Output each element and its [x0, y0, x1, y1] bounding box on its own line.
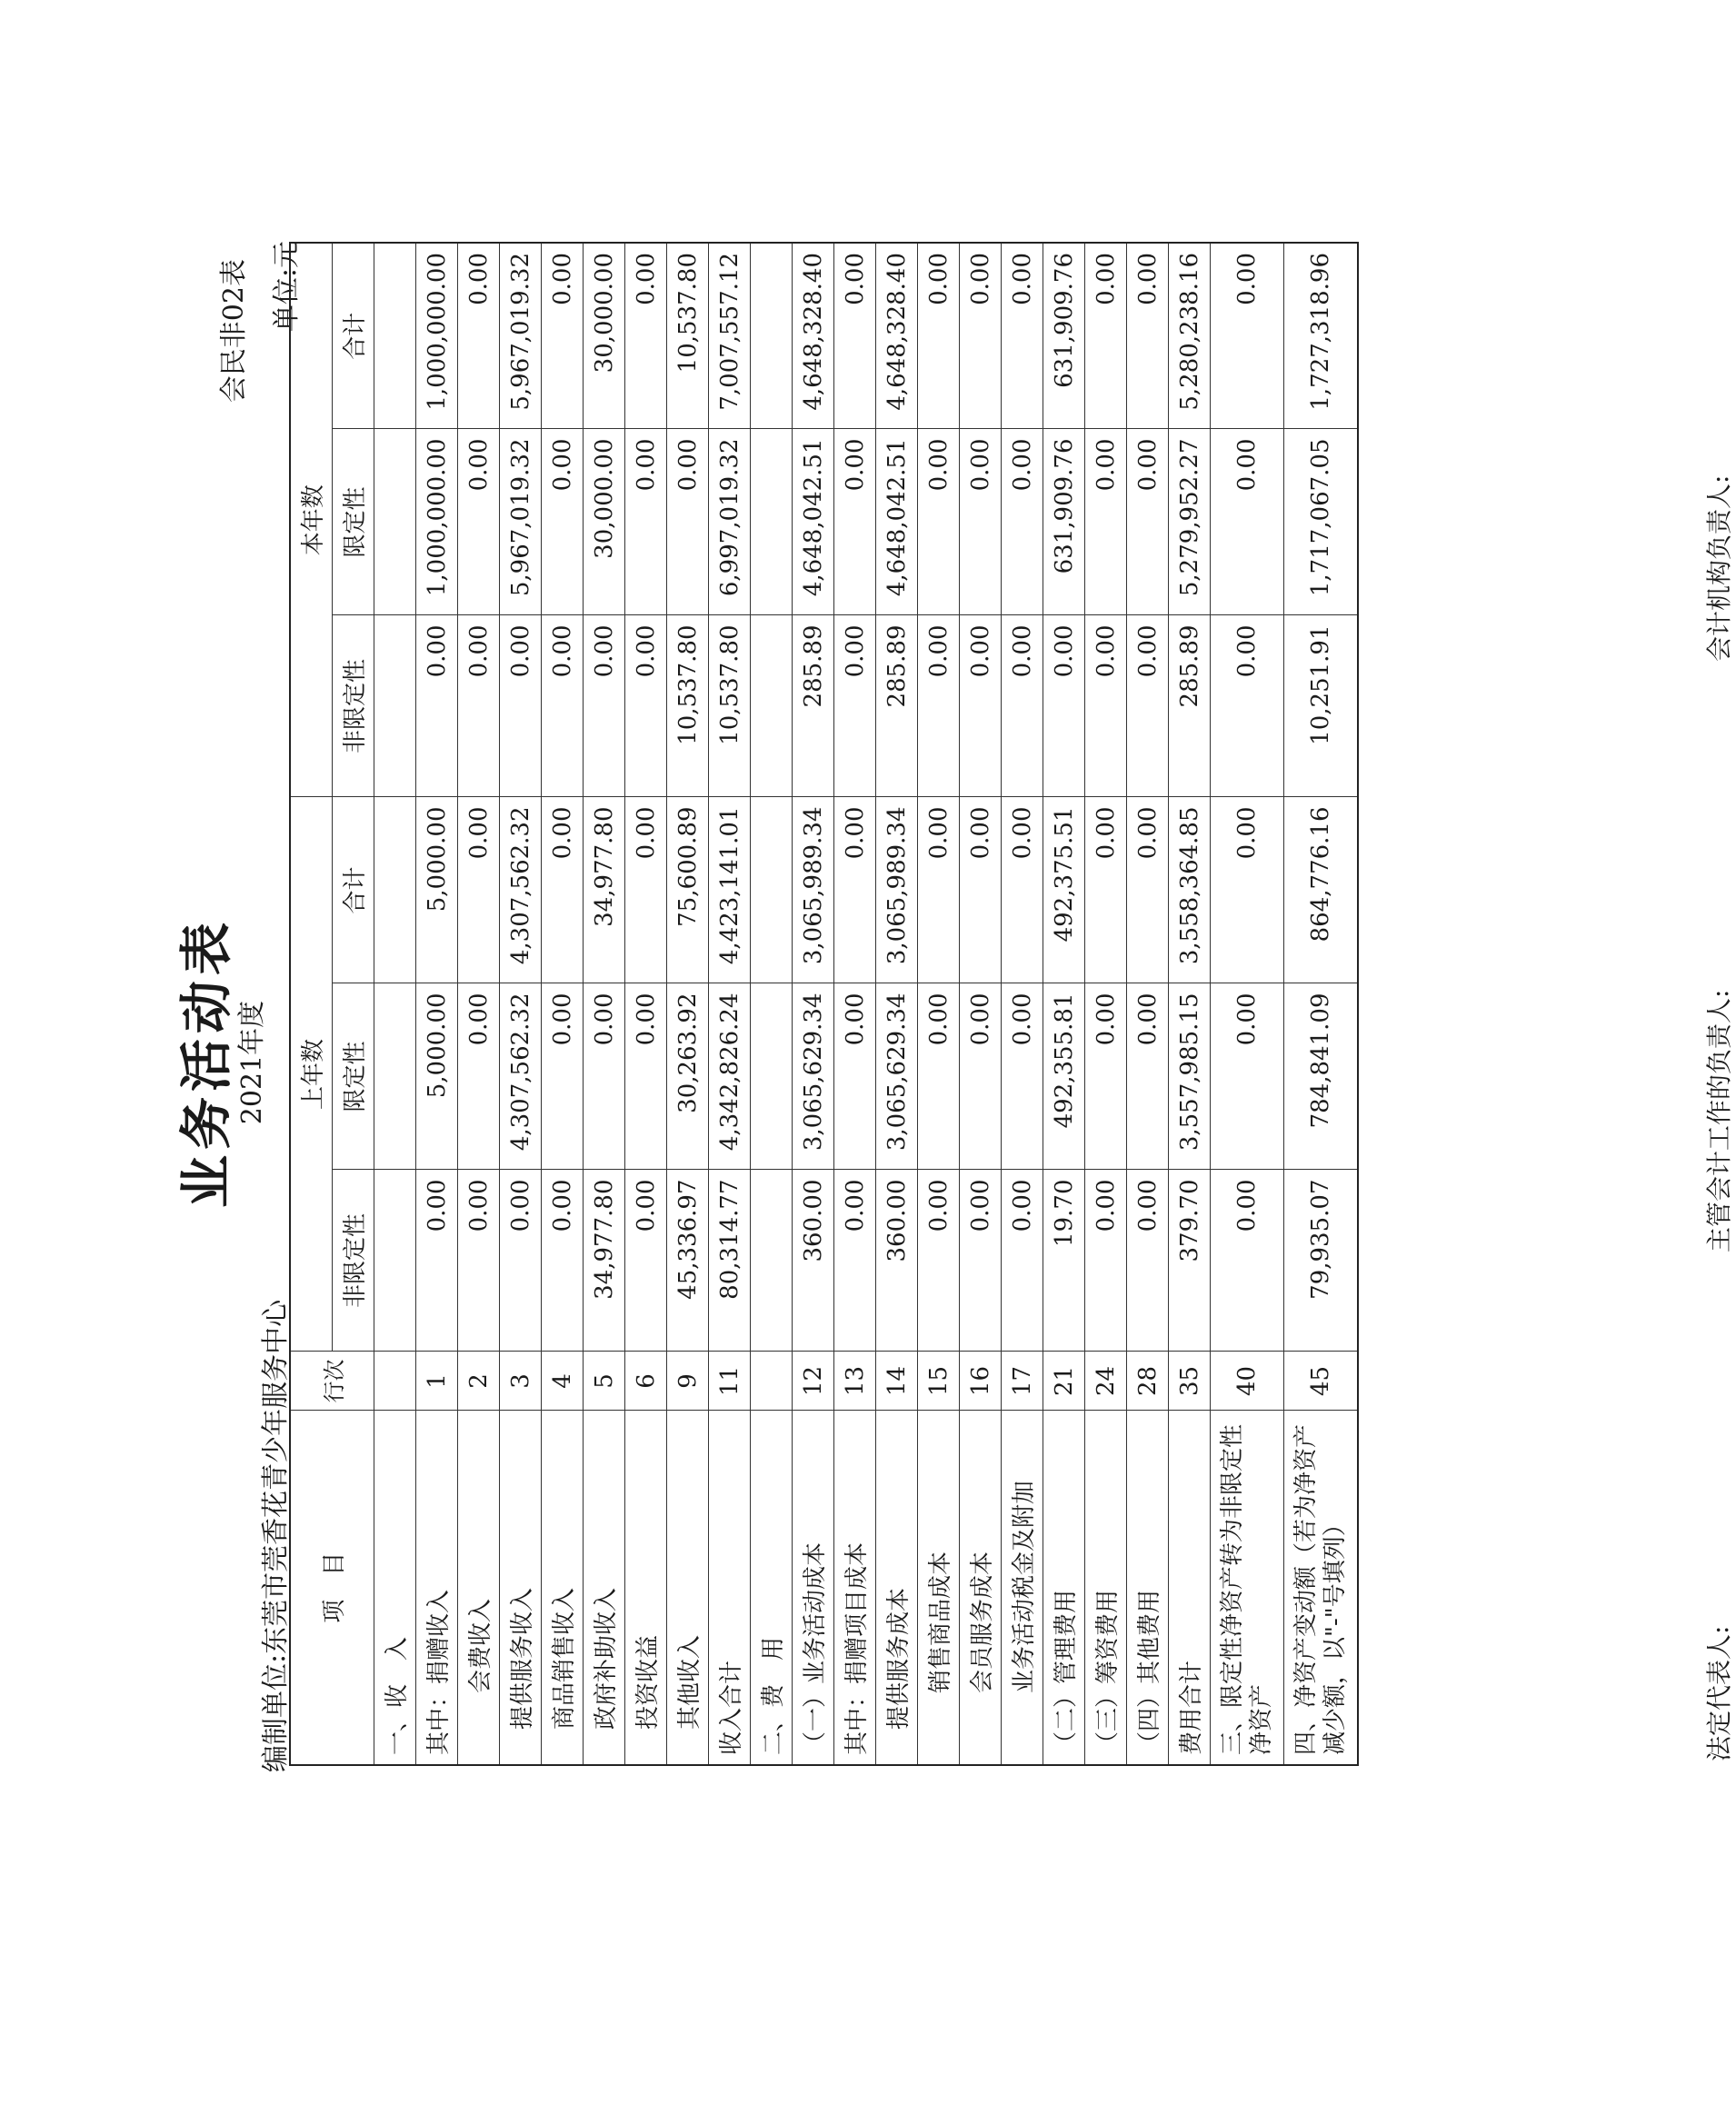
- value-cell: 0.00: [625, 243, 667, 429]
- value-cell: 631,909.76: [1043, 429, 1085, 615]
- header-row-no: 行次: [290, 1352, 374, 1411]
- value-cell: 0.00: [834, 429, 876, 615]
- row-item-label: 提供服务收入: [500, 1411, 542, 1765]
- value-cell: [751, 983, 793, 1170]
- value-cell: [374, 243, 416, 429]
- value-cell: [374, 797, 416, 983]
- table-row: [1284, 243, 1359, 1765]
- value-cell: 0.00: [584, 983, 625, 1170]
- value-cell: 0.00: [1002, 1170, 1043, 1352]
- row-item-label: 二、费 用: [751, 1411, 793, 1765]
- value-cell: 10,537.80: [709, 615, 751, 797]
- value-cell: 0.00: [458, 983, 500, 1170]
- value-cell: 75,600.89: [667, 797, 709, 983]
- value-cell: 0.00: [625, 429, 667, 615]
- value-cell: 0.00: [1085, 429, 1127, 615]
- row-item-label: 费用合计: [1169, 1411, 1211, 1765]
- value-cell: 0.00: [1211, 983, 1284, 1170]
- value-cell: 30,263.92: [667, 983, 709, 1170]
- value-cell: [751, 797, 793, 983]
- value-cell: 360.00: [793, 1170, 834, 1352]
- value-cell: 0.00: [1002, 615, 1043, 797]
- table-row: [960, 243, 1002, 1765]
- value-cell: 1,727,318.96: [1284, 243, 1359, 429]
- value-cell: 0.00: [960, 429, 1002, 615]
- table-row: [1043, 243, 1085, 1765]
- value-cell: 0.00: [1002, 797, 1043, 983]
- row-item-label: （三）筹资费用: [1085, 1411, 1127, 1765]
- value-cell: [374, 615, 416, 797]
- value-cell: 492,375.51: [1043, 797, 1085, 983]
- row-number: 11: [709, 1352, 751, 1411]
- value-cell: 19.70: [1043, 1170, 1085, 1352]
- value-cell: 6,997,019.32: [709, 429, 751, 615]
- table-row: [500, 243, 542, 1765]
- row-item-label: 业务活动税金及附加: [1002, 1411, 1043, 1765]
- value-cell: 0.00: [918, 615, 960, 797]
- value-cell: 0.00: [458, 797, 500, 983]
- value-cell: 0.00: [1211, 797, 1284, 983]
- value-cell: 0.00: [625, 983, 667, 1170]
- activity-table: [289, 242, 1359, 1766]
- row-number: 6: [625, 1352, 667, 1411]
- value-cell: [751, 1170, 793, 1352]
- value-cell: 0.00: [1211, 1170, 1284, 1352]
- table-row: [1127, 243, 1169, 1765]
- row-number: 12: [793, 1352, 834, 1411]
- value-cell: 1,717,067.05: [1284, 429, 1359, 615]
- accounting-org-head-label: 会计机构负责人:: [1704, 474, 1734, 662]
- row-item-label: 提供服务成本: [876, 1411, 918, 1765]
- value-cell: 7,007,557.12: [709, 243, 751, 429]
- value-cell: [751, 429, 793, 615]
- value-cell: 4,648,042.51: [793, 429, 834, 615]
- header-prev-year: 上年数: [290, 797, 333, 1352]
- row-number: 35: [1169, 1352, 1211, 1411]
- row-number: 3: [500, 1352, 542, 1411]
- value-cell: 34,977.80: [584, 797, 625, 983]
- table-row: [1085, 243, 1127, 1765]
- row-item-label: （二）管理费用: [1043, 1411, 1085, 1765]
- value-cell: 285.89: [793, 615, 834, 797]
- value-cell: 1,000,000.00: [416, 429, 458, 615]
- header-prev-total: 合计: [333, 797, 374, 983]
- row-item-label: 投资收益: [625, 1411, 667, 1765]
- value-cell: 0.00: [667, 429, 709, 615]
- row-item-label: 商品销售收入: [542, 1411, 584, 1765]
- value-cell: 0.00: [458, 615, 500, 797]
- value-cell: 379.70: [1169, 1170, 1211, 1352]
- value-cell: 0.00: [1085, 983, 1127, 1170]
- value-cell: [751, 243, 793, 429]
- table-row: [458, 243, 500, 1765]
- value-cell: 0.00: [1043, 615, 1085, 797]
- row-item-label: （一）业务活动成本: [793, 1411, 834, 1765]
- value-cell: 0.00: [1085, 1170, 1127, 1352]
- table-row: [793, 243, 834, 1765]
- value-cell: 3,557,985.15: [1169, 983, 1211, 1170]
- value-cell: 0.00: [834, 797, 876, 983]
- value-cell: 5,967,019.32: [500, 243, 542, 429]
- row-item-label: 销售商品成本: [918, 1411, 960, 1765]
- row-number: 45: [1284, 1352, 1359, 1411]
- value-cell: 0.00: [834, 983, 876, 1170]
- value-cell: 0.00: [625, 615, 667, 797]
- value-cell: 0.00: [960, 243, 1002, 429]
- value-cell: 0.00: [1211, 243, 1284, 429]
- row-number: 13: [834, 1352, 876, 1411]
- value-cell: 4,648,328.40: [876, 243, 918, 429]
- table-row: [709, 243, 751, 1765]
- row-number: 40: [1211, 1352, 1284, 1411]
- value-cell: 0.00: [1085, 797, 1127, 983]
- row-number: [374, 1352, 416, 1411]
- row-number: 21: [1043, 1352, 1085, 1411]
- unit-label: 单位:元: [271, 241, 303, 333]
- value-cell: 0.00: [918, 983, 960, 1170]
- value-cell: 0.00: [1211, 615, 1284, 797]
- value-cell: [751, 615, 793, 797]
- value-cell: 3,558,364.85: [1169, 797, 1211, 983]
- value-cell: 0.00: [1127, 797, 1169, 983]
- value-cell: 0.00: [834, 615, 876, 797]
- row-number: [751, 1352, 793, 1411]
- value-cell: 0.00: [625, 1170, 667, 1352]
- value-cell: 784,841.09: [1284, 983, 1359, 1170]
- value-cell: 0.00: [918, 1170, 960, 1352]
- value-cell: 0.00: [542, 243, 584, 429]
- table-row: [1002, 243, 1043, 1765]
- value-cell: 30,000.00: [584, 429, 625, 615]
- value-cell: 0.00: [458, 1170, 500, 1352]
- row-item-label: 其中：捐赠项目成本: [834, 1411, 876, 1765]
- value-cell: 3,065,989.34: [876, 797, 918, 983]
- value-cell: 0.00: [542, 429, 584, 615]
- value-cell: [374, 983, 416, 1170]
- row-number: 15: [918, 1352, 960, 1411]
- table-row: [542, 243, 584, 1765]
- row-item-label: 会员服务成本: [960, 1411, 1002, 1765]
- value-cell: 30,000.00: [584, 243, 625, 429]
- value-cell: 10,537.80: [667, 243, 709, 429]
- header-this-total: 合计: [333, 243, 374, 429]
- row-item-label: 政府补助收入: [584, 1411, 625, 1765]
- value-cell: 5,000.00: [416, 983, 458, 1170]
- value-cell: 3,065,629.34: [793, 983, 834, 1170]
- table-row: [1211, 243, 1284, 1765]
- value-cell: 492,355.81: [1043, 983, 1085, 1170]
- table-row: [918, 243, 960, 1765]
- value-cell: 0.00: [584, 615, 625, 797]
- row-item-label: 收入合计: [709, 1411, 751, 1765]
- table-row: [416, 243, 458, 1765]
- value-cell: 0.00: [1085, 243, 1127, 429]
- table-row: [667, 243, 709, 1765]
- value-cell: 0.00: [1127, 983, 1169, 1170]
- row-number: 14: [876, 1352, 918, 1411]
- header-this-unrestricted: 非限定性: [333, 615, 374, 797]
- header-prev-restricted: 限定性: [333, 983, 374, 1170]
- value-cell: 5,000.00: [416, 797, 458, 983]
- value-cell: 0.00: [1127, 429, 1169, 615]
- value-cell: 3,065,629.34: [876, 983, 918, 1170]
- value-cell: 0.00: [918, 797, 960, 983]
- value-cell: 0.00: [625, 797, 667, 983]
- value-cell: 4,423,141.01: [709, 797, 751, 983]
- row-number: 2: [458, 1352, 500, 1411]
- organization-name: 编制单位:东莞市莞香花青少年服务中心: [260, 1299, 292, 1772]
- row-number: 28: [1127, 1352, 1169, 1411]
- table-row: [625, 243, 667, 1765]
- value-cell: 0.00: [960, 1170, 1002, 1352]
- value-cell: 5,279,952.27: [1169, 429, 1211, 615]
- value-cell: 0.00: [834, 243, 876, 429]
- value-cell: 0.00: [500, 1170, 542, 1352]
- row-number: 17: [1002, 1352, 1043, 1411]
- value-cell: 10,537.80: [667, 615, 709, 797]
- value-cell: 0.00: [542, 1170, 584, 1352]
- value-cell: 864,776.16: [1284, 797, 1359, 983]
- form-code: 会民非02表: [218, 259, 250, 404]
- value-cell: 0.00: [960, 797, 1002, 983]
- table-row: [584, 243, 625, 1765]
- row-item-label: 其他收入: [667, 1411, 709, 1765]
- table-row: [834, 243, 876, 1765]
- row-number: 16: [960, 1352, 1002, 1411]
- header-prev-unrestricted: 非限定性: [333, 1170, 374, 1352]
- legal-representative-label: 法定代表人:: [1704, 1625, 1734, 1761]
- accounting-head-label: 主管会计工作的负责人:: [1704, 989, 1734, 1252]
- value-cell: 360.00: [876, 1170, 918, 1352]
- row-item-label: 三、限定性净资产转为非限定性净资产: [1211, 1411, 1284, 1765]
- value-cell: [374, 1170, 416, 1352]
- value-cell: 10,251.91: [1284, 615, 1359, 797]
- value-cell: 0.00: [1002, 983, 1043, 1170]
- report-year: 2021年度: [236, 1000, 268, 1125]
- table-row: [876, 243, 918, 1765]
- value-cell: 0.00: [918, 429, 960, 615]
- table-row: [374, 243, 416, 1765]
- row-item-label: 其中：捐赠收入: [416, 1411, 458, 1765]
- value-cell: [374, 429, 416, 615]
- row-number: 9: [667, 1352, 709, 1411]
- value-cell: 0.00: [500, 615, 542, 797]
- header-this-year: 本年数: [290, 243, 333, 797]
- row-number: 5: [584, 1352, 625, 1411]
- value-cell: 0.00: [834, 1170, 876, 1352]
- row-number: 24: [1085, 1352, 1127, 1411]
- value-cell: 0.00: [1002, 429, 1043, 615]
- row-number: 4: [542, 1352, 584, 1411]
- value-cell: 0.00: [1002, 243, 1043, 429]
- table-row: [751, 243, 793, 1765]
- row-item-label: 四、净资产变动额（若为净资产减少额，以"-"号填列）: [1284, 1411, 1359, 1765]
- value-cell: 0.00: [416, 615, 458, 797]
- header-item: 项 目: [290, 1411, 374, 1765]
- value-cell: 5,967,019.32: [500, 429, 542, 615]
- value-cell: 4,648,042.51: [876, 429, 918, 615]
- row-item-label: 会费收入: [458, 1411, 500, 1765]
- value-cell: 0.00: [542, 615, 584, 797]
- value-cell: 80,314.77: [709, 1170, 751, 1352]
- value-cell: 45,336.97: [667, 1170, 709, 1352]
- value-cell: 631,909.76: [1043, 243, 1085, 429]
- value-cell: 5,280,238.16: [1169, 243, 1211, 429]
- value-cell: 3,065,989.34: [793, 797, 834, 983]
- value-cell: 0.00: [458, 429, 500, 615]
- value-cell: 4,648,328.40: [793, 243, 834, 429]
- value-cell: 0.00: [1211, 429, 1284, 615]
- table-row: [1169, 243, 1211, 1765]
- value-cell: 34,977.80: [584, 1170, 625, 1352]
- value-cell: 285.89: [1169, 615, 1211, 797]
- row-item-label: 一、收 入: [374, 1411, 416, 1765]
- value-cell: 1,000,000.00: [416, 243, 458, 429]
- value-cell: 79,935.07: [1284, 1170, 1359, 1352]
- row-number: 1: [416, 1352, 458, 1411]
- value-cell: 0.00: [1127, 615, 1169, 797]
- value-cell: 0.00: [542, 983, 584, 1170]
- value-cell: 0.00: [458, 243, 500, 429]
- value-cell: 4,307,562.32: [500, 983, 542, 1170]
- value-cell: 4,307,562.32: [500, 797, 542, 983]
- value-cell: 0.00: [960, 983, 1002, 1170]
- value-cell: 0.00: [1127, 243, 1169, 429]
- value-cell: 285.89: [876, 615, 918, 797]
- value-cell: 0.00: [1085, 615, 1127, 797]
- value-cell: 0.00: [960, 615, 1002, 797]
- row-item-label: （四）其他费用: [1127, 1411, 1169, 1765]
- value-cell: 0.00: [1127, 1170, 1169, 1352]
- value-cell: 4,342,826.24: [709, 983, 751, 1170]
- value-cell: 0.00: [416, 1170, 458, 1352]
- value-cell: 0.00: [542, 797, 584, 983]
- report-title: 业务活动表: [175, 917, 237, 1209]
- header-this-restricted: 限定性: [333, 429, 374, 615]
- value-cell: 0.00: [918, 243, 960, 429]
